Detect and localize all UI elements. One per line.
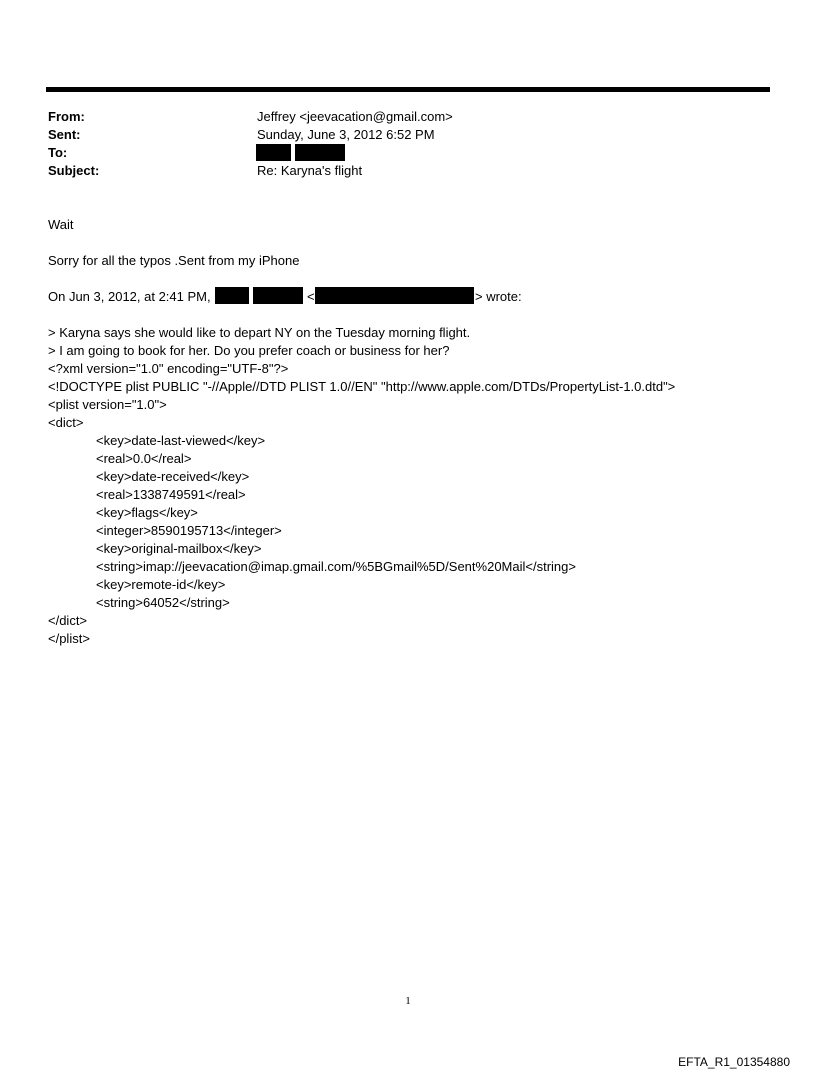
subject-value: Re: Karyna's flight	[257, 163, 363, 178]
sender-email-redaction	[315, 287, 474, 304]
header-rule	[46, 87, 770, 92]
xml-line-8: <real>1338749591</real>	[96, 487, 246, 502]
xml-line-4: <dict>	[48, 415, 84, 430]
sender-redaction-1	[215, 287, 249, 304]
from-value: Jeffrey <jeevacation@gmail.com>	[257, 109, 453, 124]
xml-line-7: <key>date-received</key>	[96, 469, 250, 484]
xml-line-15: </dict>	[48, 613, 88, 628]
quoted-line-2: > I am going to book for her. Do you prefer coach or business for her?	[48, 343, 450, 358]
quote-intro-suffix: > wrote:	[475, 289, 522, 304]
xml-line-10: <integer>8590195713</integer>	[96, 523, 282, 538]
sent-label: Sent:	[48, 127, 81, 142]
xml-line-14: <string>64052</string>	[96, 595, 230, 610]
xml-line-12: <string>imap://jeevacation@imap.gmail.com/%5BGmail%5D/Sent%20Mail</string>	[96, 559, 576, 574]
quote-intro-lt: <	[307, 289, 315, 304]
xml-line-9: <key>flags</key>	[96, 505, 198, 520]
page-number: 1	[405, 995, 411, 1007]
xml-line-1: <?xml version="1.0" encoding="UTF-8"?>	[48, 361, 289, 376]
subject-label: Subject:	[48, 163, 100, 178]
xml-line-5: <key>date-last-viewed</key>	[96, 433, 266, 448]
xml-line-13: <key>remote-id</key>	[96, 577, 226, 592]
from-label: From:	[48, 109, 85, 124]
quoted-line-1: > Karyna says she would like to depart NY on the Tuesday morning flight.	[48, 325, 471, 340]
xml-line-2: <!DOCTYPE plist PUBLIC "-//Apple//DTD PLIST 1.0//EN" "http://www.apple.com/DTDs/PropertyList-1.0.dtd">	[48, 379, 676, 394]
sent-value: Sunday, June 3, 2012 6:52 PM	[257, 127, 435, 142]
sender-redaction-2	[253, 287, 303, 304]
xml-line-3: <plist version="1.0">	[48, 397, 167, 412]
xml-line-6: <real>0.0</real>	[96, 451, 192, 466]
document-id: EFTA_R1_01354880	[678, 1055, 790, 1069]
to-redaction-1	[256, 144, 291, 161]
xml-line-11: <key>original-mailbox</key>	[96, 541, 262, 556]
to-label: To:	[48, 145, 68, 160]
body-line-wait: Wait	[48, 217, 74, 232]
quote-intro-prefix: On Jun 3, 2012, at 2:41 PM,	[48, 289, 211, 304]
body-line-signature: Sorry for all the typos .Sent from my iPhone	[48, 253, 300, 268]
to-redaction-2	[295, 144, 345, 161]
xml-line-16: </plist>	[48, 631, 90, 646]
